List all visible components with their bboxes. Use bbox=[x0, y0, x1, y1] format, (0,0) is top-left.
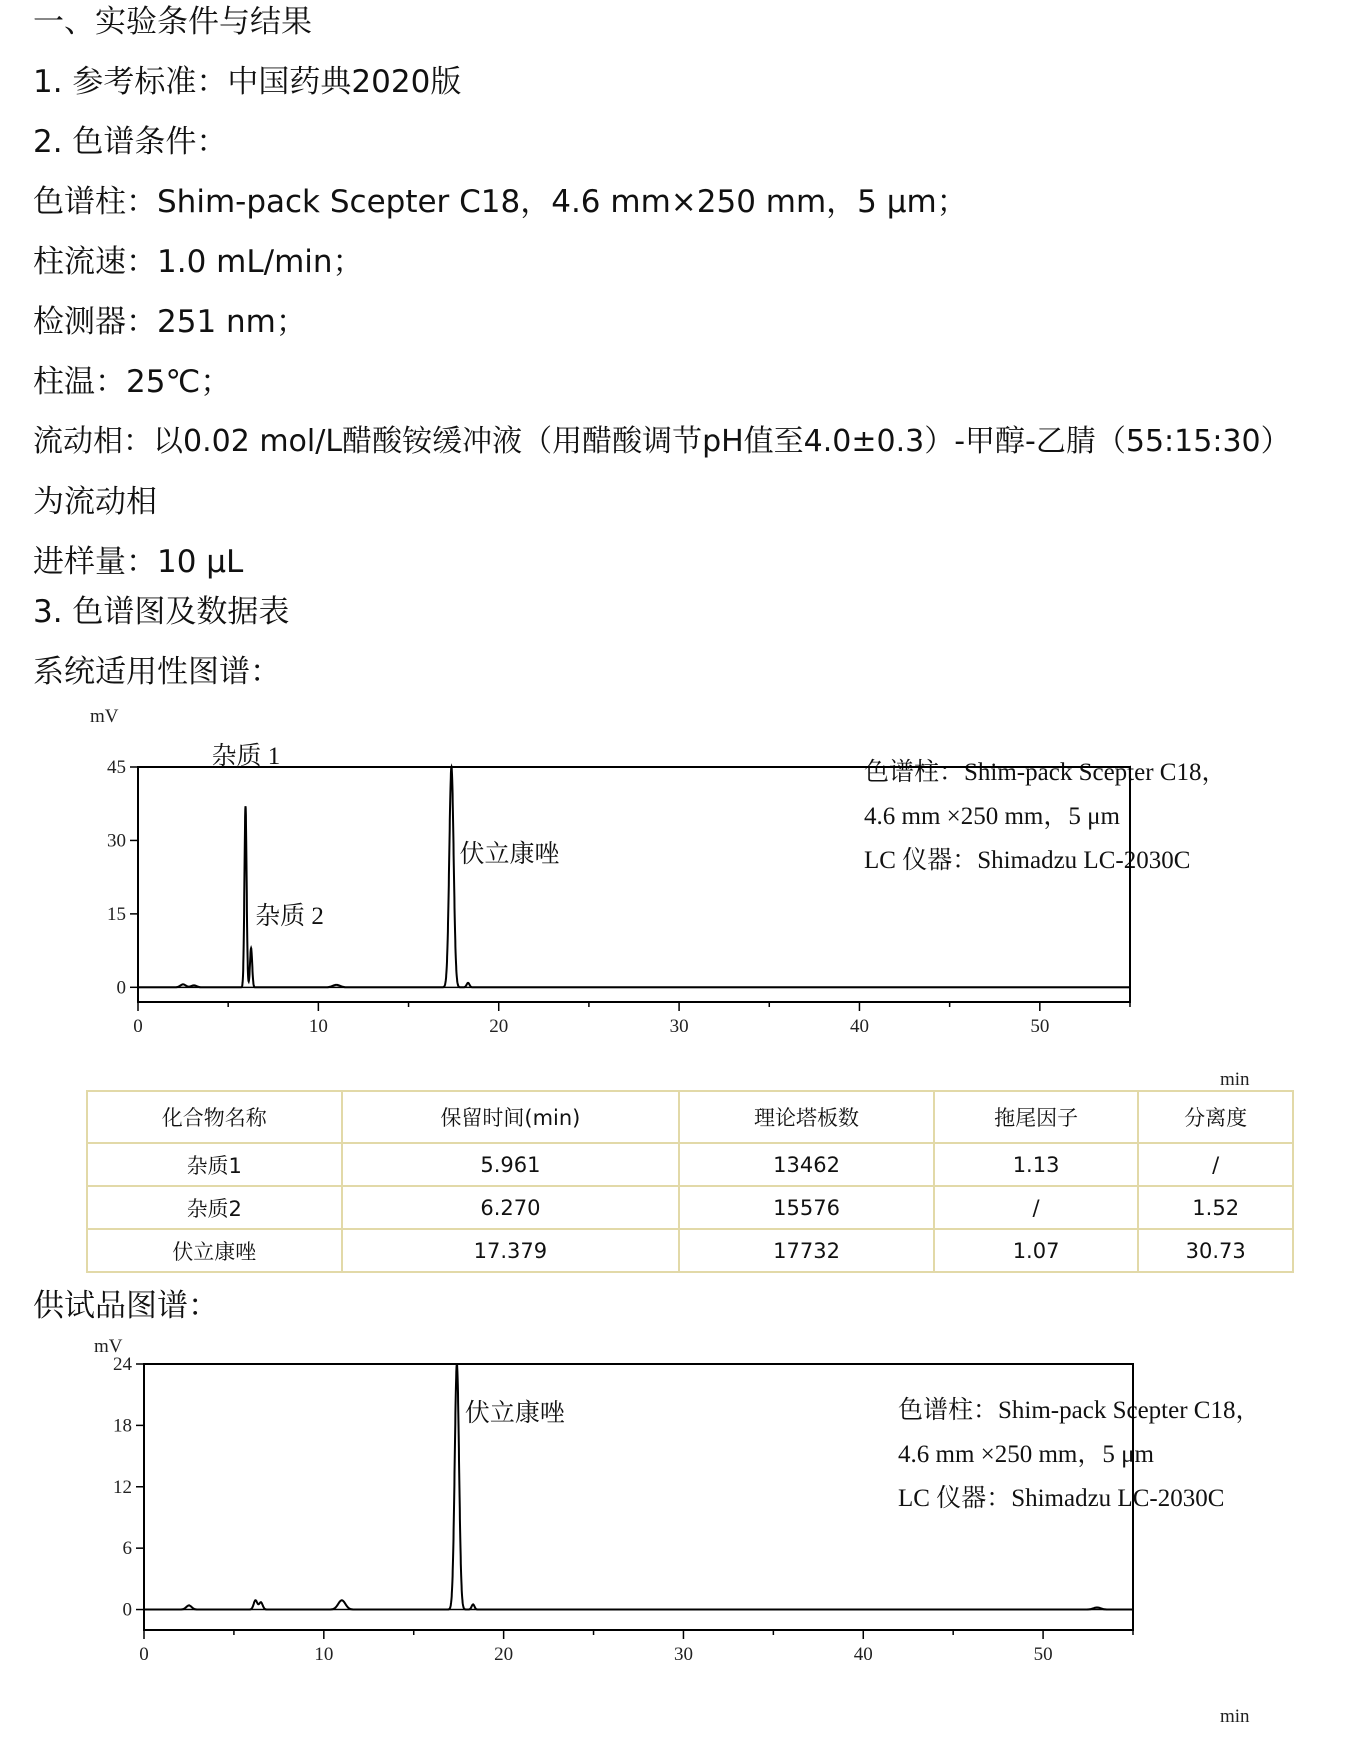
flow-rate: 柱流速：1.0 mL/min； bbox=[33, 244, 364, 280]
y-tick-label: 12 bbox=[113, 1476, 132, 1498]
peak-label: 伏立康唑 bbox=[459, 841, 560, 868]
info-line-2: 4.6 mm ×250 mm，5 μm bbox=[864, 803, 1120, 830]
header-plates: 理论塔板数 bbox=[679, 1091, 934, 1143]
table-header-row bbox=[87, 1091, 1293, 1143]
x-axis-label: min bbox=[1220, 1706, 1250, 1727]
info-line-1: 色谱柱：Shim-pack Scepter C18， bbox=[898, 1397, 1261, 1424]
sample-chart bbox=[80, 1330, 1320, 1730]
table-cell: / bbox=[934, 1186, 1139, 1229]
header-tailing: 拖尾因子 bbox=[934, 1091, 1139, 1143]
peak-label: 杂质 1 bbox=[211, 743, 281, 771]
table-cell: 1.07 bbox=[934, 1229, 1139, 1272]
peak-label: 杂质 2 bbox=[255, 903, 324, 931]
y-tick-label: 0 bbox=[122, 1599, 132, 1621]
x-tick-label: 0 bbox=[133, 1016, 143, 1037]
mobile-phase-line2: 为流动相 bbox=[33, 484, 157, 520]
detector: 检测器：251 nm； bbox=[33, 304, 307, 340]
table-cell: 17732 bbox=[679, 1229, 934, 1272]
info-line-3: LC 仪器：Shimadzu LC-2030C bbox=[898, 1485, 1225, 1512]
y-axis-label: mV bbox=[94, 1336, 123, 1357]
table-cell: / bbox=[1138, 1143, 1293, 1186]
table-cell: 杂质1 bbox=[87, 1143, 342, 1186]
info-line-1: 色谱柱：Shim-pack Scepter C18， bbox=[864, 759, 1227, 786]
column-temperature: 柱温：25℃； bbox=[33, 364, 232, 400]
x-tick-label: 50 bbox=[1030, 1016, 1050, 1037]
system-suitability-title: 系统适用性图谱： bbox=[33, 654, 281, 690]
table-cell: 5.961 bbox=[342, 1143, 680, 1186]
y-axis-label: mV bbox=[90, 706, 119, 727]
header-retention-time: 保留时间(min) bbox=[342, 1091, 680, 1143]
header-resolution: 分离度 bbox=[1138, 1091, 1293, 1143]
chromatogram-trace bbox=[138, 767, 1130, 987]
section-heading: 一、实验条件与结果 bbox=[33, 4, 312, 40]
table-cell: 1.52 bbox=[1138, 1186, 1293, 1229]
table-row bbox=[87, 1143, 1293, 1186]
table-row bbox=[87, 1186, 1293, 1229]
info-line-2: 4.6 mm ×250 mm，5 μm bbox=[898, 1441, 1154, 1468]
table-cell: 伏立康唑 bbox=[87, 1229, 342, 1272]
y-tick-label: 30 bbox=[107, 830, 126, 852]
table-cell: 15576 bbox=[679, 1186, 934, 1229]
results-table bbox=[86, 1090, 1294, 1273]
column-spec: 色谱柱：Shim-pack Scepter C18，4.6 mm×250 mm，5 μm； bbox=[33, 184, 968, 220]
x-axis-label: min bbox=[1220, 1069, 1250, 1090]
injection-volume: 进样量：10 μL bbox=[33, 544, 244, 580]
y-tick-label: 6 bbox=[122, 1538, 132, 1560]
sample-svg bbox=[80, 1330, 1320, 1730]
x-tick-label: 10 bbox=[308, 1016, 328, 1037]
y-tick-label: 15 bbox=[107, 903, 126, 925]
y-tick-label: 0 bbox=[116, 977, 126, 999]
table-cell: 17.379 bbox=[342, 1229, 680, 1272]
x-tick-label: 20 bbox=[489, 1016, 509, 1037]
conditions-title: 2. 色谱条件： bbox=[33, 124, 228, 160]
info-line-3: LC 仪器：Shimadzu LC-2030C bbox=[864, 847, 1191, 874]
y-tick-label: 18 bbox=[113, 1415, 132, 1437]
reference-standard: 1. 参考标准：中国药典2020版 bbox=[33, 64, 462, 100]
table-cell: 30.73 bbox=[1138, 1229, 1293, 1272]
x-tick-label: 0 bbox=[139, 1644, 149, 1665]
x-tick-label: 50 bbox=[1033, 1644, 1053, 1665]
peak-label: 伏立康唑 bbox=[464, 1400, 565, 1427]
sample-chromatogram-title: 供试品图谱： bbox=[33, 1288, 219, 1324]
x-tick-label: 10 bbox=[314, 1644, 334, 1665]
x-tick-label: 30 bbox=[673, 1644, 693, 1665]
system-suitability-svg bbox=[80, 700, 1320, 1090]
mobile-phase-line1: 流动相：以0.02 mol/L醋酸铵缓冲液（用醋酸调节pH值至4.0±0.3）-甲醇-乙腈（55:15:30） bbox=[33, 424, 1291, 459]
table-cell: 13462 bbox=[679, 1143, 934, 1186]
x-tick-label: 40 bbox=[849, 1016, 869, 1037]
x-tick-label: 30 bbox=[669, 1016, 689, 1037]
y-tick-label: 24 bbox=[113, 1354, 132, 1375]
x-tick-label: 20 bbox=[494, 1644, 514, 1665]
system-suitability-chart bbox=[80, 700, 1320, 1090]
header-compound: 化合物名称 bbox=[87, 1091, 342, 1143]
chromatogram-title: 3. 色谱图及数据表 bbox=[33, 594, 290, 630]
x-tick-label: 40 bbox=[853, 1644, 873, 1665]
table-cell: 杂质2 bbox=[87, 1186, 342, 1229]
table-cell: 6.270 bbox=[342, 1186, 680, 1229]
table-cell: 1.13 bbox=[934, 1143, 1139, 1186]
table-row bbox=[87, 1229, 1293, 1272]
y-tick-label: 45 bbox=[107, 757, 126, 778]
